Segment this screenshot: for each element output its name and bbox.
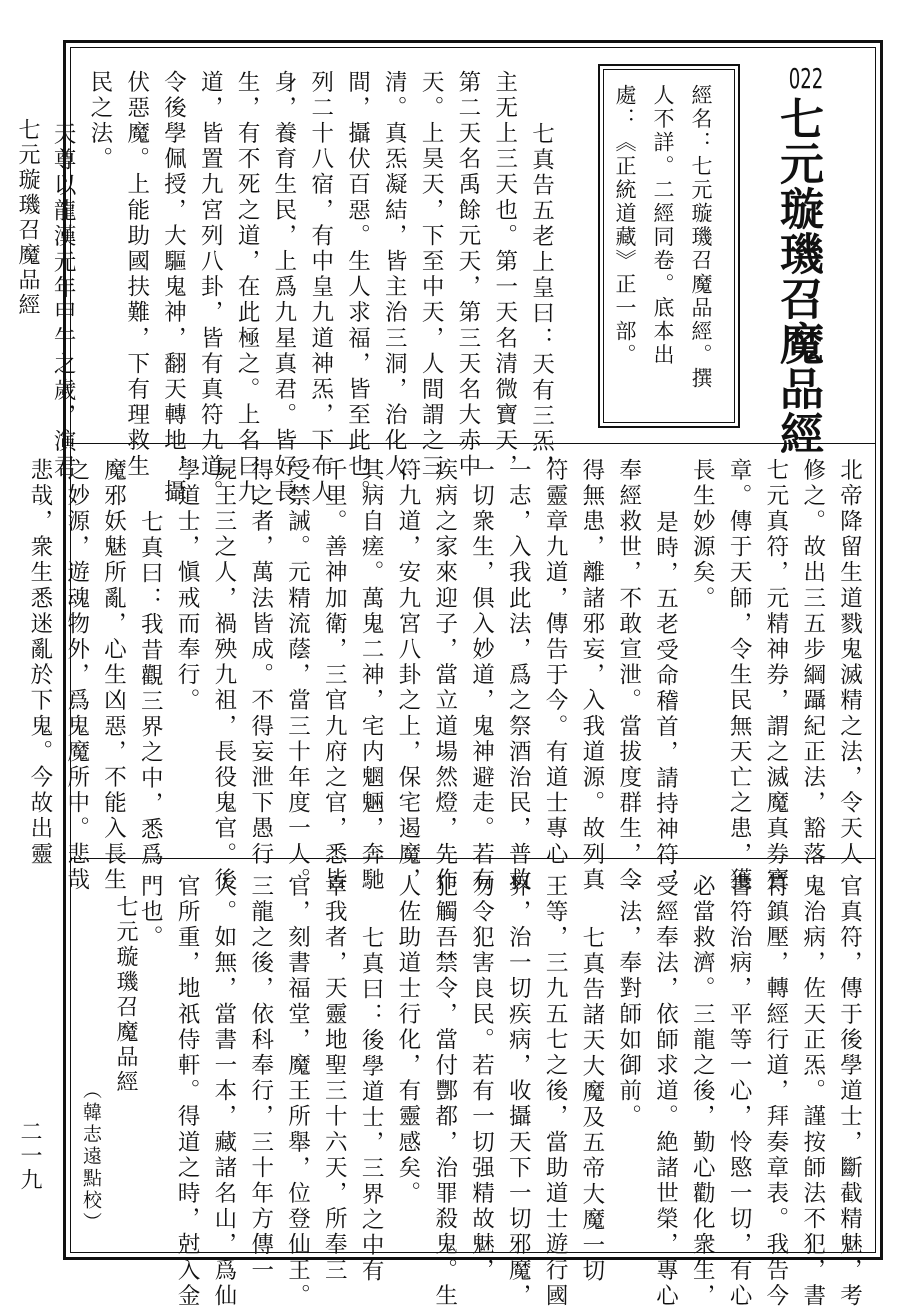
margin-title: 七元璇璣召魔品經 xyxy=(15,118,40,318)
text-column: 清。真炁凝結，皆主治三洞，治化人 xyxy=(381,70,408,480)
text-column: 間，攝伏百惡。生人求福，皆至此也。 xyxy=(344,70,371,506)
text-column: 符九道，安九宮八卦之上，保宅遏魔， xyxy=(394,458,421,894)
text-column: 列二十八宿，有中皇九道神炁，下布人 xyxy=(307,70,334,506)
text-column: 民之法。 xyxy=(86,70,113,173)
text-column: 處：《正統道藏》正一部。 xyxy=(613,84,637,368)
text-column: 生，有不死之道，在此極之。上名曰九 xyxy=(234,70,261,506)
text-column: 修之。故出三五步綱躡紀正法，豁落 xyxy=(799,458,826,868)
text-column: 官所重，地祇侍軒。得道之時，尅入金 xyxy=(174,874,201,1309)
text-column: 之妙源，遊魂物外，爲鬼魔所中。悲哉 xyxy=(63,458,90,894)
text-column: 門也。 xyxy=(137,874,164,951)
text-column: 第二天名禹餘元天，第三天名大赤中 xyxy=(454,70,481,480)
text-column: 是時，五老受命稽首，請持神符， xyxy=(652,510,679,894)
text-column: 人不詳。二經同卷。底本出 xyxy=(651,84,675,368)
text-column: 必當救濟。三龍之後，勤心勸化衆生， xyxy=(689,874,716,1309)
text-column: 身，養育生民，上爲九星真君。皆好長 xyxy=(270,70,297,506)
text-column: 幸我者，天靈地聖三十六天，所奉三 xyxy=(321,874,348,1284)
text-column: 七真曰：我昔觀三界之中，悉爲 xyxy=(137,510,164,869)
text-column: 人佐助道士行化，有靈感矣。 xyxy=(394,874,421,1207)
text-column: 其病自瘥。萬鬼二神，宅内魍魎，奔馳 xyxy=(358,458,385,894)
text-column: 一法，奉對師如御前。 xyxy=(615,874,642,1130)
text-column: 屍王三之人，禍殃九祖，長役鬼官。後 xyxy=(210,458,237,894)
text-column: 悲哉，衆生悉迷亂於下鬼。今故出靈 xyxy=(26,458,53,868)
text-column: 七真告五老上皇曰：天有三炁， xyxy=(528,122,555,481)
text-column: 令後學佩授，大驅鬼神，翻天轉地，攝 xyxy=(160,70,187,506)
text-column: 官真符，傳于後學道士，斷截精魅，考 xyxy=(836,874,863,1309)
text-column: 經名：七元璇璣召魔品經。撰 xyxy=(689,84,713,391)
text-column: 七真曰：後學道士，三界之中有 xyxy=(358,926,385,1285)
text-column: 七元真符，元精神券，謂之滅魔真券寶 xyxy=(762,458,789,894)
text-column: 界，治一切疾病，收攝天下一切邪魔， xyxy=(505,874,532,1309)
text-column: 符靈章九道，傳告于今。有道士專心 xyxy=(542,458,569,868)
text-column: 受經奉法，依師求道。絶諸世榮，專心 xyxy=(652,874,679,1309)
text-column: 人。如無，當書一本，藏諸名山，爲仙 xyxy=(210,874,237,1309)
text-column: 得之者，萬法皆成。不得妄泄下愚行 xyxy=(247,458,274,868)
text-column: 伏惡魔。上能助國扶難，下有理救生 xyxy=(123,70,150,480)
text-column: 主无上三天也。第一天名清微寶天， xyxy=(491,70,518,480)
text-column: 官，刻書福堂，魔王所舉，位登仙王。 xyxy=(284,874,311,1309)
text-column: 長生妙源矣。 xyxy=(689,458,716,612)
text-column: 勿令犯害良民。若有一切强精故魅， xyxy=(468,874,495,1284)
text-column: 七真告諸天大魔及五帝大魔一切 xyxy=(578,926,605,1285)
text-column: 疾病之家來迎子，當立道場然燈，先作 xyxy=(431,458,458,894)
text-column: 天尊以龍漢元年甲午之歲，演君 xyxy=(50,122,77,481)
text-column: 章。傳于天師，令生民無天亡之患，獲 xyxy=(726,458,753,894)
text-column: 學道士，愼戒而奉行。 xyxy=(174,458,201,714)
text-title: 七元璇璣召魔品經 xyxy=(772,96,823,456)
text-column: 北帝降留生道戮鬼滅精之法，令天人 xyxy=(836,458,863,868)
page-number: 二一九 xyxy=(17,1120,42,1192)
text-column: 一志，入我此法，爲之祭酒治民，普救 xyxy=(505,458,532,894)
footer-title: 七元璇璣召魔品經 xyxy=(113,895,138,1095)
text-column: 得無患，離諸邪妄，入我道源。故列真 xyxy=(578,458,605,894)
text-column: 鬼治病，佐天正炁。謹按師法不犯，書 xyxy=(799,874,826,1309)
text-column: 一切衆生，俱入妙道，鬼神避走。若有 xyxy=(468,458,495,894)
text-number: 022 xyxy=(788,62,824,95)
text-column: 王等，三九五七之後，當助道士遊行國 xyxy=(542,874,569,1309)
text-column: 符鎮壓，轉經行道，拜奏章表。我告今 xyxy=(762,874,789,1309)
text-column: 奉經救世，不敢宣泄。當拔度群生，令 xyxy=(615,458,642,894)
text-column: 道，皆置九宮列八卦，皆有真符九道。 xyxy=(197,70,224,506)
text-column: 受禁誡。元精流蔭，當三十年度一人。 xyxy=(284,458,311,894)
text-column: 三龍之後，依科奉行，三十年方傳一 xyxy=(247,874,274,1284)
footer-credit: （韓志遠點校） xyxy=(80,1080,102,1234)
text-column: 天。上昊天，下至中天，人間謂之三 xyxy=(418,70,445,480)
text-column: 千里。善神加衛，三官九府之官，悉皆 xyxy=(321,458,348,894)
text-column: 魔邪妖魅所亂，心生凶惡，不能入長生 xyxy=(100,458,127,894)
text-column: 犯觸吾禁令，當付酆都，治罪殺鬼。生 xyxy=(431,874,458,1309)
text-column: 書符治病，平等一心，怜愍一切，有心 xyxy=(726,874,753,1309)
